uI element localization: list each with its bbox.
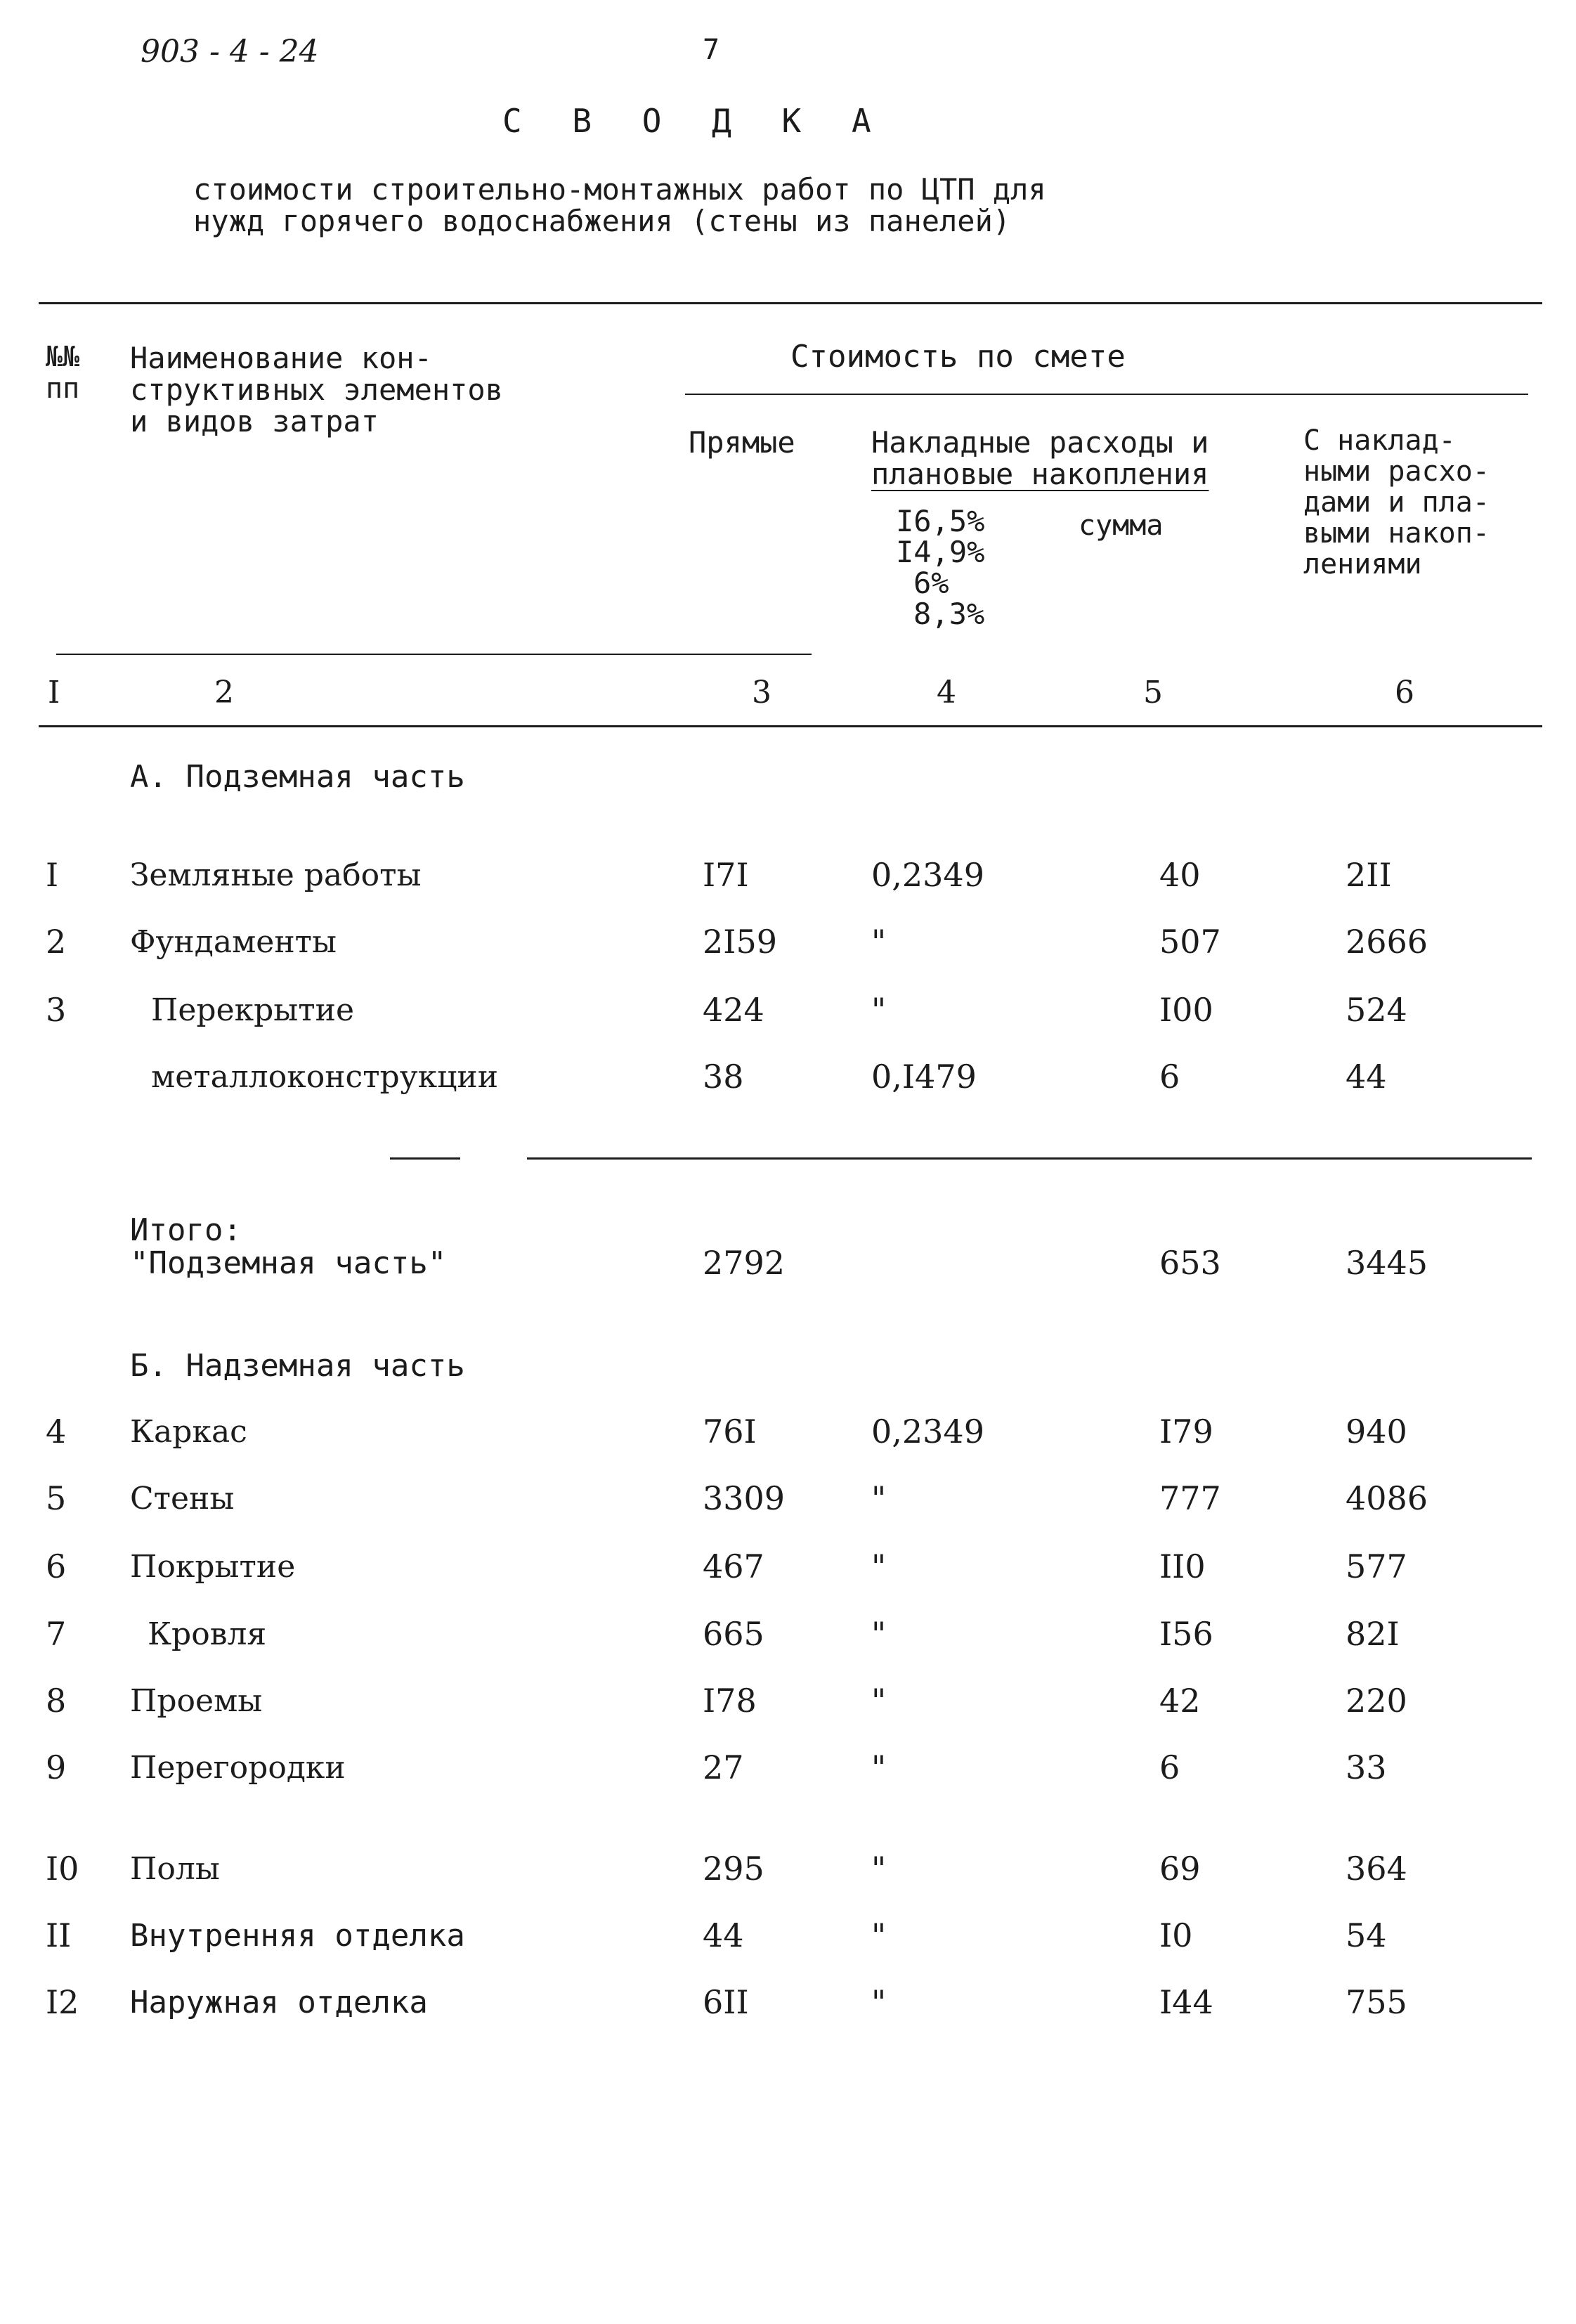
- col-with-header-l4: выми накоп-: [1303, 517, 1490, 550]
- row-coef: ": [871, 923, 887, 961]
- row-total: 82I: [1346, 1615, 1400, 1653]
- row-coef: ": [871, 1547, 887, 1585]
- rate-line-3: 6%: [913, 566, 949, 600]
- row-sum: 6: [1159, 1748, 1180, 1786]
- row-direct: 665: [703, 1615, 764, 1653]
- col-with-header-l3: дами и пла-: [1303, 486, 1490, 519]
- row-total: 220: [1346, 1682, 1407, 1720]
- col-name-header-l1: Наименование кон-: [130, 341, 432, 375]
- section-b-title: Б. Надземная часть: [130, 1348, 465, 1384]
- header-lower-rule: [56, 654, 812, 655]
- row-coef: ": [871, 1916, 887, 1954]
- row-num: I2: [46, 1983, 79, 2021]
- row-total: 2666: [1346, 923, 1428, 961]
- subtitle-line-2: нужд горячего водоснабжения (стены из панелей): [193, 204, 1011, 238]
- row-direct: 38: [703, 1058, 744, 1096]
- row-coef: ": [871, 1615, 887, 1653]
- col-with-header-l1: С наклад-: [1303, 424, 1456, 457]
- row-sum: I79: [1159, 1413, 1213, 1450]
- subtotal-sum: 653: [1159, 1244, 1221, 1282]
- row-sum: II0: [1159, 1547, 1206, 1585]
- row-direct: 424: [703, 991, 764, 1029]
- row-coef: 0,2349: [871, 1413, 984, 1450]
- row-coef: ": [871, 1682, 887, 1720]
- row-total: 524: [1346, 991, 1407, 1029]
- row-direct: 44: [703, 1916, 744, 1954]
- row-num: II: [46, 1916, 72, 1954]
- row-name: Покрытие: [130, 1549, 296, 1585]
- cost-group-rule: [685, 394, 1528, 395]
- row-sum: I0: [1159, 1916, 1193, 1954]
- row-name: Стены: [130, 1481, 235, 1517]
- row-name: Земляные работы: [130, 857, 422, 893]
- row-name: Перекрытие: [151, 992, 355, 1028]
- col-name-header-l2: структивных элементов: [130, 372, 504, 407]
- col-overhead-header-l1: Накладные расходы и: [871, 425, 1209, 460]
- row-sum: 40: [1159, 856, 1201, 894]
- row-num: 2: [46, 923, 67, 961]
- row-total: 577: [1346, 1547, 1407, 1585]
- section-a-title: А. Подземная часть: [130, 759, 465, 795]
- subtitle-line-1: стоимости строительно-монтажных работ по ЦТП для: [193, 172, 1046, 207]
- col-index-3: 3: [752, 675, 771, 710]
- col-overhead-header-l2: плановые накопления: [871, 457, 1209, 491]
- rate-line-1: I6,5%: [896, 504, 985, 538]
- row-direct: 3309: [703, 1479, 786, 1517]
- row-sum: 42: [1159, 1682, 1201, 1720]
- row-sum: I44: [1159, 1983, 1213, 2021]
- rate-line-2: I4,9%: [896, 535, 985, 569]
- col-direct-header: Прямые: [689, 425, 795, 460]
- row-coef: 0,I479: [871, 1058, 977, 1096]
- row-direct: 27: [703, 1748, 744, 1786]
- row-num: 6: [46, 1547, 67, 1585]
- row-num: 3: [46, 991, 67, 1029]
- row-num: 5: [46, 1479, 67, 1517]
- row-total: 2II: [1346, 856, 1392, 894]
- subtotal-rule-left: [390, 1157, 460, 1160]
- row-name: Кровля: [148, 1616, 267, 1652]
- row-total: 364: [1346, 1850, 1407, 1888]
- subtotal-label-l1: Итого:: [130, 1212, 242, 1248]
- row-num: 4: [46, 1413, 67, 1450]
- row-name: Внутренняя отделка: [130, 1918, 465, 1954]
- row-sum: I56: [1159, 1615, 1213, 1653]
- row-sum: I00: [1159, 991, 1213, 1029]
- row-direct: 6II: [703, 1983, 749, 2021]
- col-num-header-l2: пп: [46, 372, 80, 405]
- row-num: 8: [46, 1682, 67, 1720]
- row-name: Перегородки: [130, 1750, 346, 1786]
- row-coef: ": [871, 991, 887, 1029]
- col-with-header-l5: лениями: [1303, 548, 1422, 580]
- subtotal-direct: 2792: [703, 1244, 786, 1282]
- row-sum: 777: [1159, 1479, 1221, 1517]
- row-num: I: [46, 856, 59, 894]
- row-sum: 69: [1159, 1850, 1201, 1888]
- row-sum: 507: [1159, 923, 1221, 961]
- row-coef: ": [871, 1850, 887, 1888]
- col-name-header-l3: и видов затрат: [130, 404, 379, 439]
- row-total: 54: [1346, 1916, 1387, 1954]
- row-direct: I7I: [703, 856, 749, 894]
- row-direct: I78: [703, 1682, 757, 1720]
- row-coef: ": [871, 1983, 887, 2021]
- row-coef: ": [871, 1748, 887, 1786]
- subtotal-rule-right: [527, 1157, 1532, 1160]
- row-direct: 467: [703, 1547, 764, 1585]
- col-index-6: 6: [1395, 675, 1414, 710]
- row-num: I0: [46, 1850, 79, 1888]
- col-sum-header: сумма: [1079, 509, 1164, 542]
- col-num-header-l1: №№: [46, 341, 80, 373]
- row-direct: 2I59: [703, 923, 777, 961]
- row-name: Проемы: [130, 1683, 263, 1719]
- col-index-4: 4: [937, 675, 956, 710]
- row-name: Полы: [130, 1851, 220, 1887]
- row-name: Фундаменты: [130, 924, 337, 960]
- row-coef: 0,2349: [871, 856, 984, 894]
- row-name: Каркас: [130, 1414, 247, 1450]
- subtotal-label-l2: "Подземная часть": [130, 1245, 447, 1281]
- col-with-header-l2: ными расхо-: [1303, 455, 1490, 488]
- col-index-5: 5: [1143, 675, 1163, 710]
- row-name: металлоконструкции: [151, 1059, 499, 1095]
- rate-line-4: 8,3%: [913, 597, 985, 631]
- row-total: 44: [1346, 1058, 1387, 1096]
- col-index-2: 2: [214, 675, 234, 710]
- subtotal-total: 3445: [1346, 1244, 1428, 1282]
- row-total: 755: [1346, 1983, 1407, 2021]
- col-cost-group-header: Стоимость по смете: [790, 339, 1126, 375]
- row-direct: 76I: [703, 1413, 757, 1450]
- row-num: 9: [46, 1748, 67, 1786]
- row-total: 4086: [1346, 1479, 1428, 1517]
- row-direct: 295: [703, 1850, 764, 1888]
- document-code: 903 - 4 - 24: [141, 34, 319, 70]
- index-row-rule: [39, 725, 1542, 727]
- row-sum: 6: [1159, 1058, 1180, 1096]
- table-top-rule: [39, 302, 1542, 304]
- row-name: Наружная отделка: [130, 1985, 428, 2020]
- row-total: 33: [1346, 1748, 1387, 1786]
- page-number: 7: [703, 34, 720, 66]
- document-title: С В О Д К А: [502, 102, 887, 140]
- row-num: 7: [46, 1615, 67, 1653]
- col-index-1: I: [48, 675, 60, 710]
- row-coef: ": [871, 1479, 887, 1517]
- row-total: 940: [1346, 1413, 1407, 1450]
